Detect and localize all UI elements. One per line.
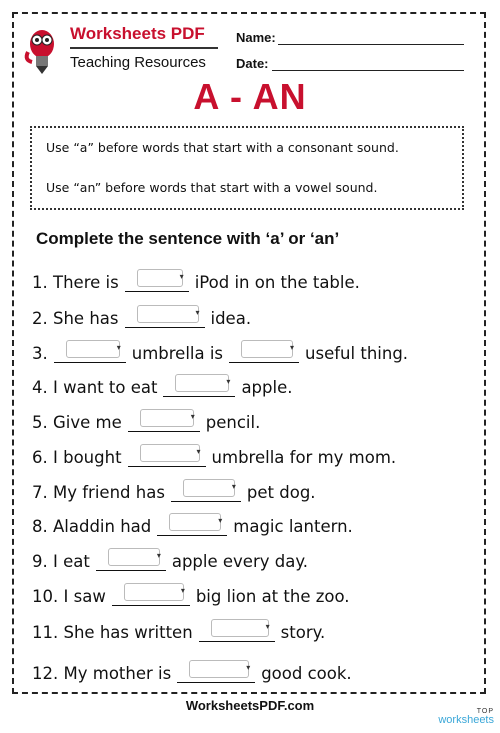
sentence-number: 11. <box>32 623 59 642</box>
sentence-5 <box>32 406 260 432</box>
rule-a: Use “a” before words that start with a consonant sound. <box>46 140 399 155</box>
sentence-before: I want to eat <box>53 378 158 397</box>
sentence-after: umbrella for my mom. <box>211 448 397 467</box>
dropdown-arrow-icon: ▾ <box>226 377 231 386</box>
sentence-number: 1. <box>32 273 48 292</box>
answer-dropdown[interactable] <box>54 340 126 363</box>
sentence-before: She has <box>53 309 119 328</box>
dropdown-arrow-icon: ▾ <box>156 551 161 560</box>
dropdown-arrow-icon: ▾ <box>116 343 121 352</box>
sentence-after: idea. <box>210 309 252 328</box>
topworksheets-watermark <box>438 708 494 726</box>
sentence-after: story. <box>280 623 326 642</box>
pencil-mascot-logo <box>22 22 62 74</box>
sentence-1 <box>32 266 360 292</box>
sentence-4 <box>32 371 292 397</box>
dropdown-arrow-icon: ▾ <box>218 516 223 525</box>
sentence-10 <box>32 580 350 606</box>
rules-box <box>30 126 464 210</box>
sentence-12 <box>32 657 352 683</box>
sentence-before: There is <box>53 273 119 292</box>
sentence-after: apple every day. <box>171 552 308 571</box>
answer-dropdown[interactable] <box>229 340 299 363</box>
answer-dropdown[interactable] <box>171 479 241 502</box>
date-label: Date: <box>236 56 269 71</box>
sentence-8 <box>32 510 353 536</box>
page-title: A - AN <box>193 76 307 117</box>
sentence-before: I eat <box>53 552 90 571</box>
sentence-before: Give me <box>53 413 122 432</box>
answer-dropdown[interactable] <box>128 444 206 467</box>
answer-dropdown[interactable] <box>157 513 227 536</box>
sentence-3 <box>32 337 408 363</box>
sentence-after: big lion at the zoo. <box>195 587 350 606</box>
sentence-before: My mother is <box>63 664 172 683</box>
brand-divider <box>70 47 218 49</box>
sentence-number: 9. <box>32 552 48 571</box>
answer-dropdown[interactable] <box>128 409 200 432</box>
dropdown-arrow-icon: ▾ <box>180 586 185 595</box>
dropdown-arrow-icon: ▾ <box>195 308 200 317</box>
dropdown-arrow-icon: ▾ <box>179 272 184 281</box>
dropdown-arrow-icon: ▾ <box>231 482 236 491</box>
answer-dropdown[interactable] <box>199 619 275 642</box>
sentence-after: pencil. <box>205 413 261 432</box>
sentence-2 <box>32 302 251 328</box>
sentence-number: 6. <box>32 448 48 467</box>
dropdown-arrow-icon: ▾ <box>265 622 270 631</box>
answer-dropdown[interactable] <box>112 583 190 606</box>
brand-name: Worksheets PDF <box>70 24 205 43</box>
sentence-after: iPod in on the table. <box>194 273 360 292</box>
sentence-before: I bought <box>53 448 122 467</box>
sentence-before: Aladdin had <box>53 517 152 536</box>
dropdown-arrow-icon: ▾ <box>196 447 201 456</box>
answer-dropdown[interactable] <box>163 374 235 397</box>
sentence-before: I saw <box>63 587 106 606</box>
name-label: Name: <box>236 30 276 45</box>
dropdown-arrow-icon: ▾ <box>246 663 251 672</box>
sentence-middle: umbrella is <box>131 344 224 363</box>
sentence-6 <box>32 441 396 467</box>
sentence-after: apple. <box>241 378 293 397</box>
sentence-number: 3. <box>32 344 48 363</box>
watermark-brand: worksheets <box>438 714 494 726</box>
answer-dropdown[interactable] <box>96 548 166 571</box>
answer-dropdown[interactable] <box>125 269 189 292</box>
answer-dropdown[interactable] <box>125 305 205 328</box>
sentence-11 <box>32 616 325 642</box>
sentence-before: My friend has <box>53 483 165 502</box>
date-field[interactable] <box>272 70 464 71</box>
dropdown-arrow-icon: ▾ <box>290 343 295 352</box>
sentence-number: 4. <box>32 378 48 397</box>
brand-subtitle: Teaching Resources <box>70 54 206 71</box>
sentence-number: 2. <box>32 309 48 328</box>
sentence-after: pet dog. <box>246 483 316 502</box>
sentence-after: useful thing. <box>305 344 409 363</box>
sentence-number: 12. <box>32 664 59 683</box>
watermark-top: TOP <box>476 708 494 715</box>
sentence-number: 7. <box>32 483 48 502</box>
sentence-before: She has written <box>63 623 193 642</box>
sentence-7 <box>32 476 316 502</box>
rule-an: Use “an” before words that start with a vowel sound. <box>46 180 378 195</box>
sentence-after: good cook. <box>261 664 352 683</box>
sentence-after: magic lantern. <box>233 517 353 536</box>
name-field[interactable] <box>278 44 464 45</box>
dropdown-arrow-icon: ▾ <box>190 412 195 421</box>
sentence-9 <box>32 545 308 571</box>
answer-dropdown[interactable] <box>177 660 255 683</box>
instruction: Complete the sentence with ‘a’ or ‘an’ <box>36 229 340 248</box>
sentence-number: 8. <box>32 517 48 536</box>
footer-url: WorksheetsPDF.com <box>185 698 315 713</box>
sentence-number: 10. <box>32 587 59 606</box>
sentence-number: 5. <box>32 413 48 432</box>
